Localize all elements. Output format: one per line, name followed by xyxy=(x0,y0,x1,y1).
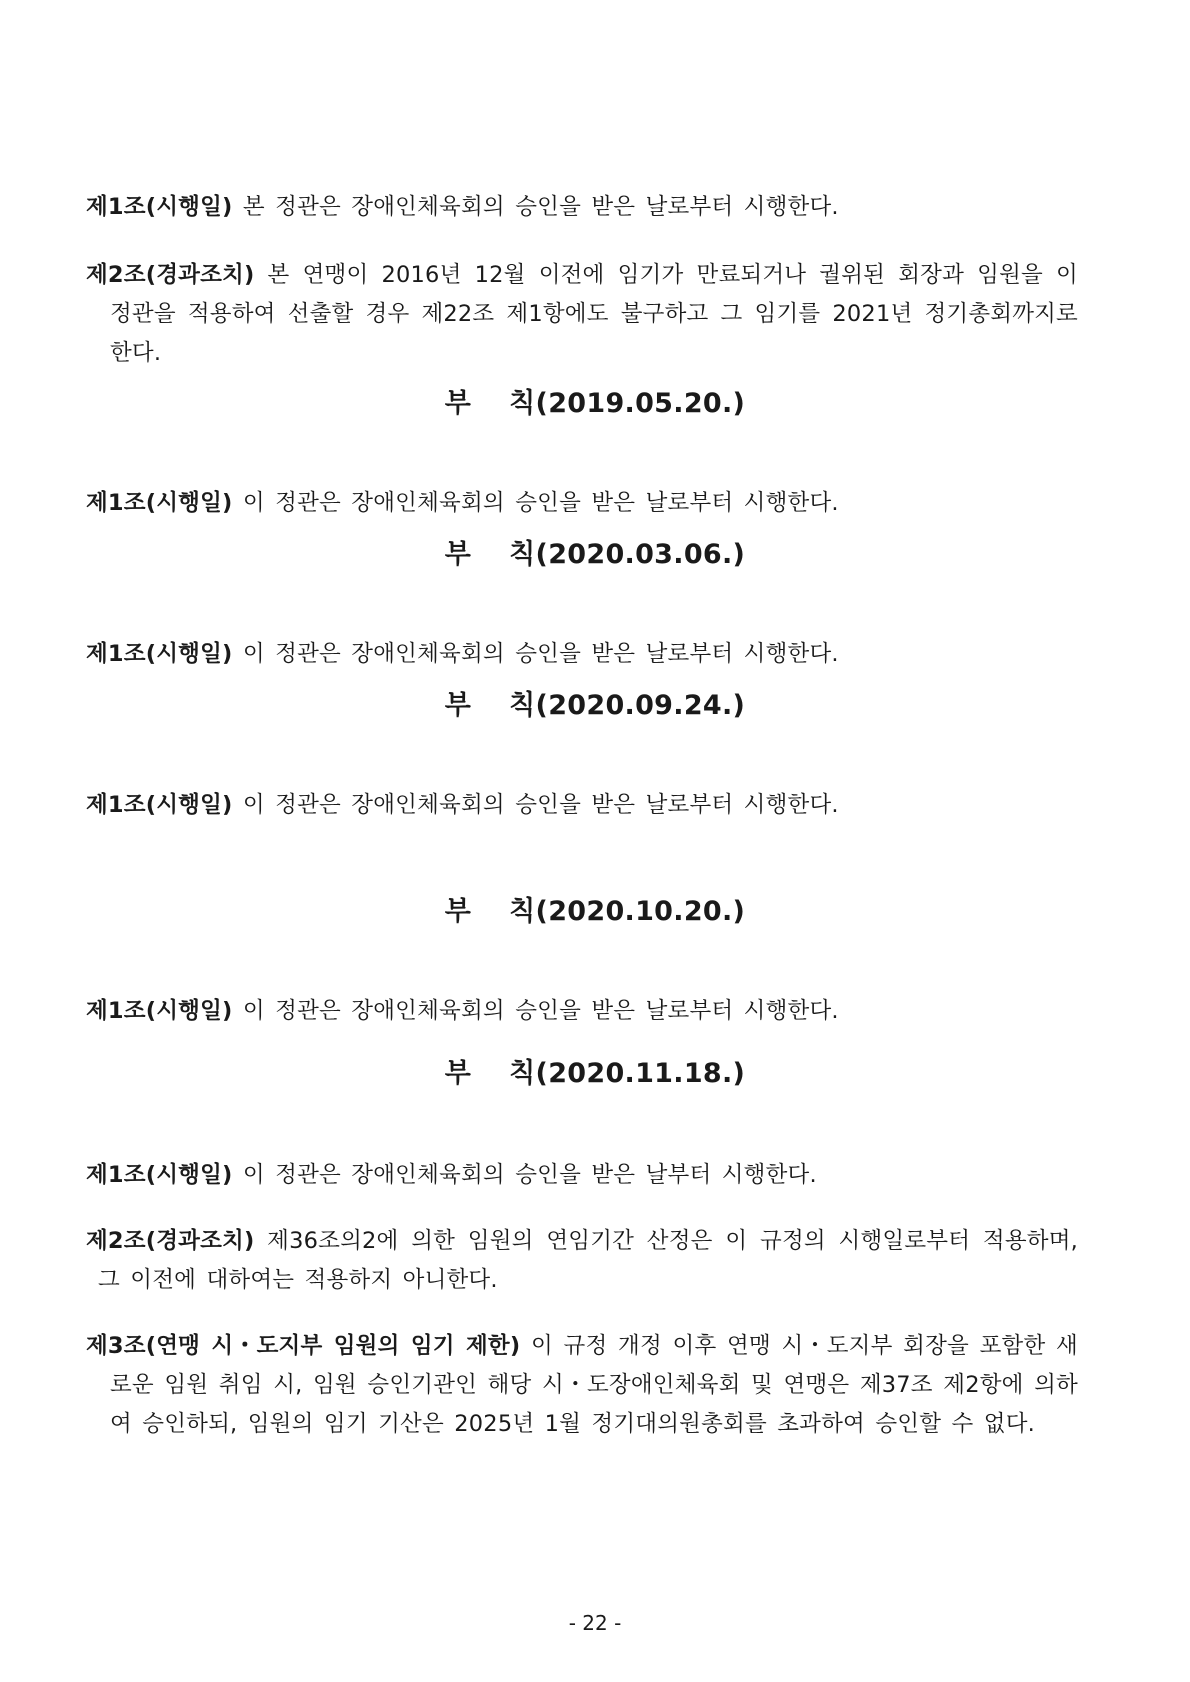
supplementary-provisions-title: 부 칙(2020.03.06.) xyxy=(444,539,746,570)
article-enforcement-date xyxy=(86,786,1078,825)
article-text: 이 정관은 장애인체육회의 승인을 받은 날로부터 시행한다. xyxy=(232,640,839,667)
page-number: - 22 - xyxy=(568,1611,622,1635)
article-heading: 제1조(시행일) xyxy=(86,640,233,667)
article-enforcement-date xyxy=(86,992,1078,1031)
article-heading: 제1조(시행일) xyxy=(86,997,233,1024)
article-enforcement-date xyxy=(86,188,1078,227)
supplementary-provisions-title: 부 칙(2020.10.20.) xyxy=(444,896,746,927)
article-enforcement-date xyxy=(86,1156,1078,1195)
supplementary-provisions-title: 부 칙(2020.11.18.) xyxy=(444,1058,746,1089)
article-text: 이 정관은 장애인체육회의 승인을 받은 날부터 시행한다. xyxy=(232,1161,817,1188)
article-heading: 제3조(연맹 시・도지부 임원의 임기 제한) xyxy=(86,1332,521,1359)
article-enforcement-date xyxy=(86,635,1078,674)
article-text: 이 정관은 장애인체육회의 승인을 받은 날로부터 시행한다. xyxy=(232,791,839,818)
article-heading: 제2조(경과조치) xyxy=(86,1227,255,1254)
article-text: 본 정관은 장애인체육회의 승인을 받은 날로부터 시행한다. xyxy=(232,193,839,220)
article-text: 이 규정 개정 이후 연맹 시・도지부 회장을 포함한 새로운 임원 취임 시, 임원 승인기관인 해당 시・도장애인체육회 및 연맹은 제37조 제2항에 의하여 승인하되, 임원의 임기 기산은 2025년 1월 정기대의원총회를 초과하여 승인할 수 없다. xyxy=(110,1332,1078,1437)
article-text: 제36조의2에 의한 임원의 연임기간 산정은 이 규정의 시행일로부터 적용하며, 그 이전에 대하여는 적용하지 아니한다. xyxy=(98,1227,1078,1293)
article-text: 이 정관은 장애인체육회의 승인을 받은 날로부터 시행한다. xyxy=(232,997,839,1024)
article-heading: 제2조(경과조치) xyxy=(86,261,255,288)
article-enforcement-date xyxy=(86,484,1078,523)
supplementary-provisions-title: 부 칙(2019.05.20.) xyxy=(444,388,746,419)
article-text: 본 연맹이 2016년 12월 이전에 임기가 만료되거나 궐위된 회장과 임원을 이 정관을 적용하여 선출할 경우 제22조 제1항에도 불구하고 그 임기를 2021년 정기총회까지로 한다. xyxy=(110,261,1078,366)
article-heading: 제1조(시행일) xyxy=(86,791,233,818)
article-transitional-measures xyxy=(86,256,1078,373)
article-heading: 제1조(시행일) xyxy=(86,193,233,220)
supplementary-provisions-title: 부 칙(2020.09.24.) xyxy=(444,690,746,721)
article-transitional-measures xyxy=(86,1222,1078,1300)
article-term-limit xyxy=(86,1327,1078,1444)
article-text: 이 정관은 장애인체육회의 승인을 받은 날로부터 시행한다. xyxy=(232,489,839,516)
article-heading: 제1조(시행일) xyxy=(86,1161,233,1188)
article-heading: 제1조(시행일) xyxy=(86,489,233,516)
